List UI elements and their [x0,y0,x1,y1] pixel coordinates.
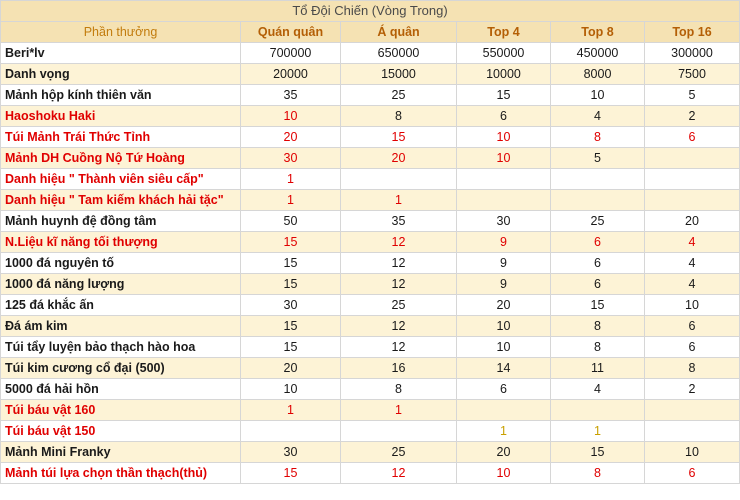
reward-value-cell: 1 [551,421,645,442]
table-row [1,232,740,253]
column-header-top-8: Top 8 [551,22,645,43]
reward-value-cell: 1 [241,400,341,421]
table-row [1,85,740,106]
table-row [1,337,740,358]
reward-value-cell: 20 [341,148,457,169]
table-row [1,211,740,232]
table-row [1,463,740,484]
reward-value-cell: 30 [241,442,341,463]
reward-value-cell: 4 [551,106,645,127]
reward-value-cell: 15 [457,85,551,106]
reward-value-cell: 10 [645,295,740,316]
reward-name-cell: Đá ám kim [1,316,241,337]
reward-value-cell: 2 [645,106,740,127]
table-row [1,295,740,316]
reward-value-cell: 15 [551,442,645,463]
table-row [1,106,740,127]
reward-value-cell: 35 [341,211,457,232]
reward-value-cell: 8 [341,379,457,400]
reward-value-cell: 6 [645,337,740,358]
reward-value-cell: 10 [551,85,645,106]
reward-value-cell: 30 [241,148,341,169]
column-header-top-16: Top 16 [645,22,740,43]
reward-value-cell: 10 [241,379,341,400]
reward-value-cell: 15 [341,127,457,148]
reward-value-cell: 5 [645,85,740,106]
reward-value-cell [645,148,740,169]
reward-value-cell: 15 [241,316,341,337]
reward-value-cell: 9 [457,253,551,274]
reward-value-cell: 1 [241,190,341,211]
reward-value-cell: 20 [241,127,341,148]
reward-value-cell: 12 [341,274,457,295]
table-row [1,127,740,148]
reward-value-cell: 10000 [457,64,551,85]
reward-value-cell [457,169,551,190]
reward-value-cell: 6 [645,127,740,148]
table-row [1,316,740,337]
table-row [1,148,740,169]
reward-value-cell [551,169,645,190]
reward-name-cell: Túi báu vật 150 [1,421,241,442]
reward-name-cell: Mảnh huynh đệ đồng tâm [1,211,241,232]
table-row [1,190,740,211]
reward-value-cell [551,400,645,421]
reward-value-cell: 30 [241,295,341,316]
reward-value-cell: 14 [457,358,551,379]
reward-value-cell: 10 [457,127,551,148]
reward-name-cell: 1000 đá năng lượng [1,274,241,295]
table-row [1,43,740,64]
reward-value-cell: 4 [645,253,740,274]
reward-value-cell: 11 [551,358,645,379]
reward-value-cell: 6 [457,379,551,400]
reward-value-cell: 20 [457,295,551,316]
reward-value-cell: 12 [341,253,457,274]
table-row [1,442,740,463]
reward-value-cell: 8 [551,316,645,337]
reward-value-cell: 650000 [341,43,457,64]
reward-value-cell: 450000 [551,43,645,64]
reward-value-cell [645,169,740,190]
reward-value-cell: 50 [241,211,341,232]
reward-name-cell: Túi Mảnh Trái Thức Tỉnh [1,127,241,148]
reward-value-cell: 6 [551,253,645,274]
reward-name-cell: 125 đá khắc ấn [1,295,241,316]
reward-value-cell: 6 [457,106,551,127]
reward-value-cell: 6 [551,274,645,295]
reward-value-cell: 35 [241,85,341,106]
table-row [1,274,740,295]
column-header-champion: Quán quân [241,22,341,43]
reward-name-cell: Haoshoku Haki [1,106,241,127]
reward-value-cell: 12 [341,316,457,337]
reward-value-cell: 8 [551,127,645,148]
reward-value-cell: 8 [551,463,645,484]
reward-value-cell [551,190,645,211]
reward-value-cell: 10 [457,148,551,169]
reward-name-cell: Danh vọng [1,64,241,85]
reward-value-cell: 8 [645,358,740,379]
reward-value-cell [341,421,457,442]
reward-name-cell: Mảnh túi lựa chọn thần thạch(thủ) [1,463,241,484]
reward-name-cell: Mảnh hộp kính thiên văn [1,85,241,106]
table-row [1,358,740,379]
reward-value-cell: 20 [241,358,341,379]
reward-value-cell: 9 [457,274,551,295]
reward-value-cell [645,400,740,421]
reward-value-cell: 15 [241,463,341,484]
column-header-runner-up: Á quân [341,22,457,43]
reward-value-cell: 2 [645,379,740,400]
table-row [1,64,740,85]
reward-name-cell: N.Liệu kĩ năng tối thượng [1,232,241,253]
reward-value-cell: 8000 [551,64,645,85]
reward-value-cell: 10 [457,337,551,358]
reward-value-cell: 1 [341,190,457,211]
reward-value-cell [645,190,740,211]
reward-value-cell: 550000 [457,43,551,64]
reward-value-cell: 10 [457,463,551,484]
table-row [1,379,740,400]
reward-value-cell: 20 [645,211,740,232]
reward-value-cell: 15 [241,274,341,295]
reward-name-cell: Túi tẩy luyện bảo thạch hào hoa [1,337,241,358]
table-row [1,400,740,421]
reward-value-cell: 1 [241,169,341,190]
reward-value-cell: 6 [645,463,740,484]
reward-value-cell [241,421,341,442]
reward-value-cell: 6 [551,232,645,253]
reward-value-cell: 12 [341,232,457,253]
reward-name-cell: Mảnh DH Cuồng Nộ Tứ Hoàng [1,148,241,169]
reward-value-cell [457,190,551,211]
reward-value-cell: 1 [457,421,551,442]
column-header-top-4: Top 4 [457,22,551,43]
reward-value-cell: 25 [551,211,645,232]
table-row [1,253,740,274]
table-title: Tổ Đội Chiến (Vòng Trong) [1,1,740,22]
reward-value-cell: 4 [645,232,740,253]
reward-value-cell: 9 [457,232,551,253]
reward-value-cell: 5 [551,148,645,169]
reward-value-cell: 10 [645,442,740,463]
reward-value-cell [341,169,457,190]
reward-value-cell: 300000 [645,43,740,64]
reward-name-cell: Danh hiệu " Tam kiếm khách hải tặc" [1,190,241,211]
reward-name-cell: Túi báu vật 160 [1,400,241,421]
table-row [1,169,740,190]
table-row [1,421,740,442]
reward-name-cell: Beri*lv [1,43,241,64]
reward-value-cell: 25 [341,295,457,316]
reward-value-cell: 16 [341,358,457,379]
reward-value-cell: 8 [341,106,457,127]
reward-name-cell: Túi kim cương cổ đại (500) [1,358,241,379]
reward-value-cell: 12 [341,463,457,484]
reward-value-cell [457,400,551,421]
reward-value-cell: 700000 [241,43,341,64]
reward-value-cell: 30 [457,211,551,232]
reward-value-cell: 7500 [645,64,740,85]
reward-value-cell: 12 [341,337,457,358]
reward-name-cell: Mảnh Mini Franky [1,442,241,463]
reward-name-cell: 5000 đá hải hồn [1,379,241,400]
reward-value-cell: 20000 [241,64,341,85]
reward-value-cell: 10 [241,106,341,127]
reward-value-cell: 15 [551,295,645,316]
reward-value-cell [645,421,740,442]
reward-value-cell: 1 [341,400,457,421]
reward-value-cell: 25 [341,442,457,463]
column-header-reward: Phần thưởng [1,22,241,43]
reward-value-cell: 6 [645,316,740,337]
reward-value-cell: 15 [241,253,341,274]
reward-value-cell: 8 [551,337,645,358]
reward-value-cell: 20 [457,442,551,463]
reward-value-cell: 10 [457,316,551,337]
reward-value-cell: 4 [645,274,740,295]
reward-value-cell: 25 [341,85,457,106]
reward-value-cell: 15000 [341,64,457,85]
reward-value-cell: 4 [551,379,645,400]
reward-name-cell: 1000 đá nguyên tố [1,253,241,274]
reward-value-cell: 15 [241,232,341,253]
reward-value-cell: 15 [241,337,341,358]
reward-name-cell: Danh hiệu " Thành viên siêu cấp" [1,169,241,190]
